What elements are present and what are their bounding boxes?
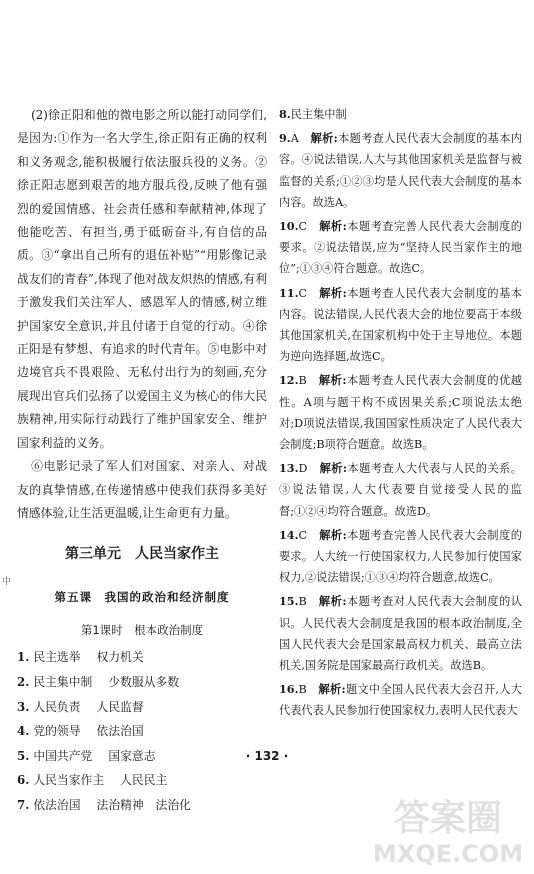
answer-item [279,679,522,721]
item-answer: D [298,462,308,476]
item-number: 8. [279,107,291,121]
analysis-label: 解析: [319,461,348,476]
answer-b: 少数服从多数 [108,674,180,689]
item-answer: B [298,683,307,697]
item-number: 12. [279,373,299,388]
analysis-label: 解析: [319,527,347,542]
answer-number: 2. [17,674,30,689]
answer-a: 人民负责 [33,699,81,714]
answer-a: 民主集中制 [33,674,93,689]
answer-b: 人民监督 [96,699,144,714]
lesson-title: 第五课 我国的政治和经济制度 [54,590,230,605]
answer-a: 依法治国 [33,797,81,812]
fill-blank-answers [17,645,267,817]
answer-item [279,216,522,280]
item-number: 11. [279,285,299,300]
answer-number: 7. [17,797,30,812]
item-answer: C [298,220,308,234]
analysis-label: 解析: [318,373,347,388]
item-answer: 民主集中制 [290,108,347,121]
analysis-text: 本题考查人民代表大会制度的基本内容。④说法错误,人大与其他国家机关是监督与被监督的关系;①②③均是人民代表大会制度的基本内容。故选A。 [279,132,522,209]
analysis-text: 本题考查人民代表大会制度的基本内容。说法错误,人民代表大会的地位要高于本级其他国家机关,在国家机构中处于主导地位。本题为逆向选择题,故选C。 [279,286,522,364]
left-column [17,104,267,817]
unit-title: 第三单元 人民当家作主 [65,546,219,563]
answer-b: 权力机关 [96,650,144,665]
item-number: 14. [279,527,299,542]
answer-number: 5. [17,748,30,763]
essay-answer-paragraph: ⑥电影记录了军人们对国家、对亲人、对战友的真挚情感,在传递情感中使我们获得多美好情感体验,让生活更温暖,让生命更有力量。 [17,459,267,520]
item-answer: B [298,595,307,609]
period-title: 第1课时 根本政治制度 [80,623,204,638]
analysis-text: 本题考查人民代表大会制度的优越性。A项与题干构不成因果关系;C项说法太绝对;D项说法错误,我国国家性质决定了人民代表大会制度;B项符合题意。故选B。 [279,374,522,452]
essay-answer-paragraph: (2)徐正阳和他的微电影之所以能打动同学们,是因为:①作为一名大学生,徐正阳有正确的权利和义务观念,能积极履行依法服兵役的义务。②徐正阳志愿到艰苦的地方服兵役,反映了他有强烈的爱国情感、社会责任感和奉献精神,体现了他能吃苦、有担当,勇于砥砺奋斗,有自信的品质。③“拿出自己所有的退伍补贴”“用影像记录战友们的青春”,体现了他对战友炽热的情感,有利于激发我们关注军人、感恩军人的情感,树立维护国家安全意识,并且付诸于自觉的行动。④徐正阳是有梦想、有追求的时代青年。⑤电影中对边境官兵不畏艰险、无私付出行为的刻画,充分展现出官兵们弘扬了以爱国主义为核心的伟大民族精神,用实际行动践行了维护国家安全、维护国家利益的义务。 [17,108,267,450]
answer-b: 国家意志 [108,748,156,763]
answer-item [279,591,522,676]
answer-item [279,104,522,125]
answer-a: 中国共产党 [33,748,93,763]
answer-row [17,793,267,818]
analysis-label: 解析: [318,594,347,609]
answer-item [279,525,522,589]
page-number: · 132 · [245,749,289,763]
answer-item [279,283,522,368]
item-number: 15. [279,594,299,609]
answer-a: 民主选举 [33,650,81,665]
watermark-bottom-text: MXQE.COM [372,840,524,868]
answer-item [279,128,522,213]
analysis-label: 解析: [318,682,346,697]
analysis-text: 本题考查人大代表与人民的关系。③说法错误,人大代表要自觉接受人民的监督;①②④均符合题意。故选D。 [279,462,522,518]
analysis-text: 本题考查对人民代表大会制度的认识。人民代表大会制度是我国的根本政治制度,全国人民代表大会是国家最高权力机关、最高立法机关,国务院是国家最高行政机关。故选B。 [279,595,522,673]
right-column [279,104,522,725]
item-number: 9. [279,131,291,146]
answer-a: 人民当家作主 [33,773,105,788]
margin-mark: 中 [2,577,12,587]
answer-row [17,670,267,695]
item-number: 13. [279,461,299,476]
analysis-text: 本题考查完善人民代表大会制度的要求。②说法错误,应为“坚持人民当家作主的地位”;①③④符合题意。故选C。 [279,220,522,276]
watermark-logo [368,788,528,868]
answer-a: 党的领导 [33,724,81,739]
item-number: 10. [279,219,299,234]
answer-b: 法治精神 法治化 [96,797,191,812]
answer-item [279,370,522,455]
answer-number: 4. [17,724,30,739]
analysis-text: 题文中全国人民代表大会召开,人大代表代表人民参加行使国家权力,表明人民代表大 [279,683,522,718]
answer-row [17,768,267,793]
answer-item [279,458,522,522]
answer-b: 人民民主 [120,773,168,788]
item-number: 16. [279,682,299,697]
analysis-label: 解析: [319,285,347,300]
answer-row [17,695,267,720]
watermark-top-text: 答案圈 [393,798,503,839]
item-answer: A [290,132,299,146]
answer-row [17,645,267,670]
item-answer: B [298,374,307,388]
answer-b: 依法治国 [96,724,144,739]
answer-number: 1. [17,650,30,665]
analysis-text: 本题考查完善人民代表大会制度的要求。人大统一行使国家权力,人民参加行使国家权力,②说法错误;①③④均符合题意,故选C。 [279,528,522,585]
answer-number: 6. [17,773,30,788]
analysis-label: 解析: [319,219,347,234]
item-answer: C [298,528,308,542]
answer-number: 3. [17,699,30,714]
analysis-label: 解析: [310,131,338,146]
answer-row [17,719,267,744]
item-answer: C [298,286,308,300]
